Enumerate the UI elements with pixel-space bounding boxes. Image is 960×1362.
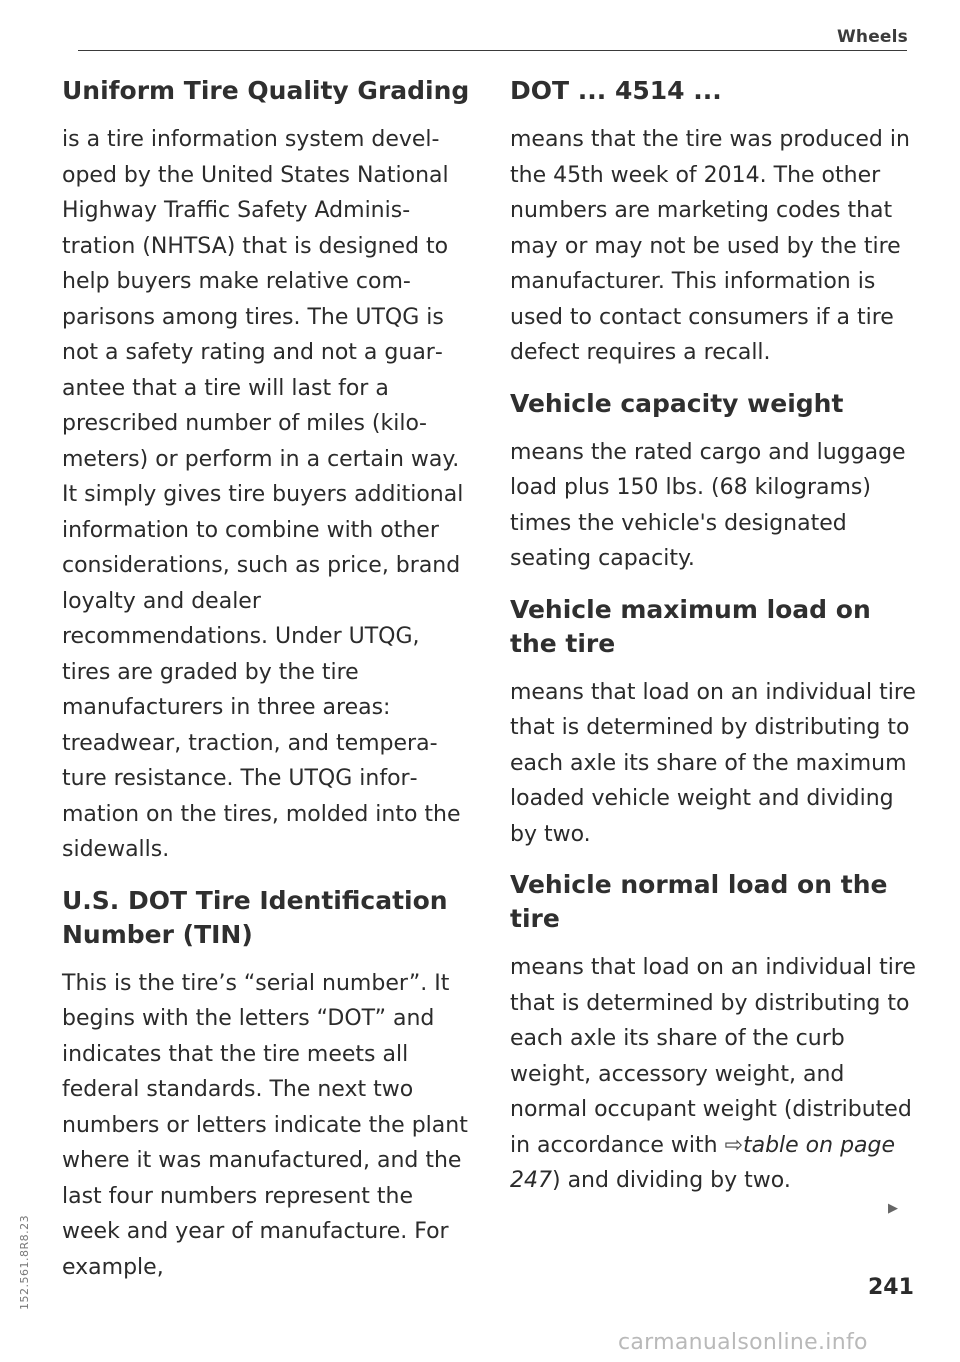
normal-load-text-before: means that load on an individual tire that is determined by distributing to each axle its share of the curb weight, accessory weight, and normal occupant weight (distributed in accordance with	[510, 955, 916, 1158]
tin-heading: U.S. DOT Tire Identification Number (TIN)	[62, 885, 448, 949]
document-code: 152.561.8R8.23	[18, 1214, 31, 1310]
page-number: 241	[868, 1275, 914, 1300]
tin-paragraph: This is the tire’s “serial number”. It begins with the letters “DOT” and indicates that the tire meets all federal standards. The next two numbers or letters indicate the plant where it was manufactured, and the last four numbers represent the week and year of manufacture. For example,	[62, 970, 468, 1280]
dot-heading: DOT ... 4514 ...	[510, 76, 722, 105]
normal-load-text-after: ) and dividing by two.	[552, 1168, 791, 1193]
normal-load-paragraph	[510, 950, 920, 1199]
max-load-heading: Vehicle maximum load on the tire	[510, 594, 871, 658]
cross-reference-arrow-icon: ⇨	[724, 1132, 743, 1158]
dot-paragraph: means that the tire was produced in the 45th week of 2014. The other numbers are marketing codes that may or may not be used by the tire manufacturer. This information is used to contact consumers if a tire defect requires a recall.	[510, 127, 910, 365]
header-rule	[78, 50, 907, 51]
utqg-heading: Uniform Tire Quality Grading	[62, 76, 470, 105]
normal-load-heading: Vehicle normal load on the tire	[510, 870, 888, 933]
watermark: carmanualsonline.info	[618, 1330, 868, 1355]
table-page-247-link[interactable]: table on page 247	[510, 1132, 896, 1193]
max-load-paragraph: means that load on an individual tire that is determined by distributing to each axle its share of the maximum loaded vehicle weight and dividing by two.	[510, 679, 916, 847]
capacity-paragraph: means the rated cargo and luggage load plus 150 lbs. (68 kilograms) times the vehicle's designated seating capacity.	[510, 439, 906, 571]
capacity-heading: Vehicle capacity weight	[510, 388, 844, 418]
left-column	[62, 74, 472, 1285]
utqg-paragraph: is a tire information system developed by the United States National Highway Traffic Safety Administration (NHTSA) that is designed to help buyers make relative comparisons among tires. The UTQG is not a safety rating and not a guarantee that a tire will last for a prescribed number of miles (kilometers) or perform in a certain way. It simply gives tire buyers additional information to combine with other considerations, such as price, brand loyalty and dealer recommendations. Under UTQG, tires are graded by the tire manufacturers in three areas: treadwear, traction, and temperature resistance. The UTQG information on the tires, molded into the sidewalls.	[62, 127, 464, 862]
continue-arrow-icon: ▶	[888, 1201, 898, 1216]
right-column	[510, 74, 920, 1199]
running-head: Wheels	[836, 27, 908, 47]
